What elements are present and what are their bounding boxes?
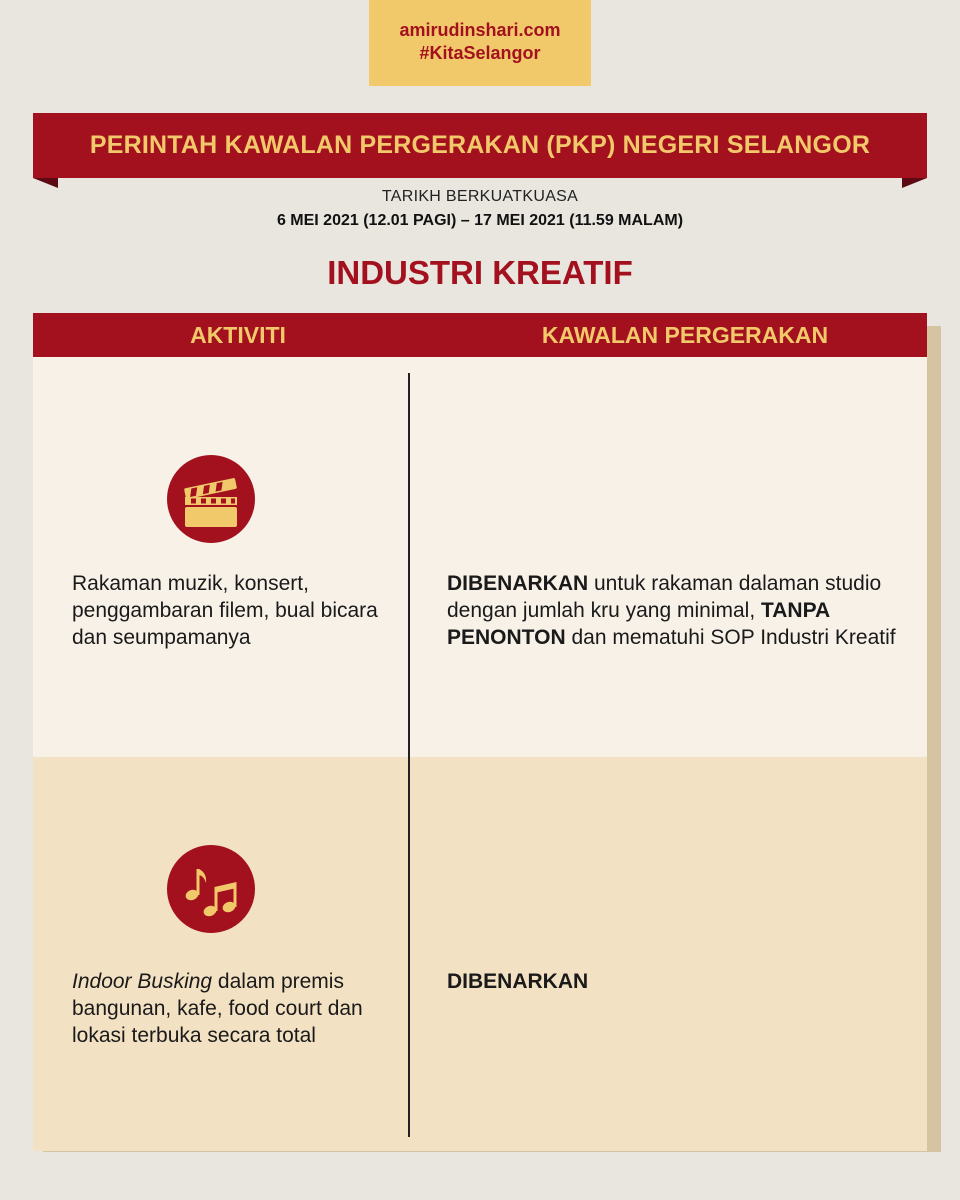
- indoor-busking-label: Indoor Busking: [72, 970, 213, 993]
- permitted-label: DIBENARKAN: [447, 970, 589, 993]
- effective-dates: 6 MEI 2021 (12.01 PAGI) – 17 MEI 2021 (11.59 MALAM): [276, 212, 684, 229]
- clapperboard-icon: [167, 455, 255, 543]
- website-text: amirudinshari.com: [399, 20, 561, 40]
- ribbon-fold-right: [902, 178, 927, 188]
- title-ribbon: [0, 0, 960, 200]
- ribbon-fold-left: [33, 178, 58, 188]
- music-notes-icon: [167, 845, 255, 933]
- column-divider: [408, 373, 410, 1137]
- table-header: [33, 313, 927, 357]
- section-title: INDUSTRI KREATIF: [327, 254, 633, 291]
- effective-label: TARIKH BERKUATKUASA: [381, 188, 579, 205]
- activity-text-2: [72, 968, 372, 1049]
- control-text-1: [447, 570, 907, 651]
- ribbon-title: PERINTAH KAWALAN PERGERAKAN (PKP) NEGERI SELANGOR: [89, 131, 871, 159]
- table-row: [33, 357, 927, 757]
- hashtag-text: #KitaSelangor: [419, 43, 541, 63]
- ribbon-banner: [33, 113, 927, 178]
- control-detail: dan mematuhi SOP Industri Kreatif: [565, 626, 896, 649]
- header-activity: AKTIVITI: [190, 322, 286, 348]
- control-detail: untuk rakaman dalaman studio dengan jumlah kru yang minimal,: [447, 572, 882, 622]
- control-text-2: [447, 968, 907, 995]
- activity-detail: dalam premis bangunan, kafe, food court dan lokasi terbuka secara total: [72, 970, 363, 1047]
- activity-text-1: Rakaman muzik, konsert, penggambaran filem, bual bicara dan seumpamanya: [72, 572, 378, 649]
- header-control: KAWALAN PERGERAKAN: [541, 322, 829, 348]
- no-audience-label: TANPA PENONTON: [447, 599, 830, 649]
- permitted-label: DIBENARKAN: [447, 572, 589, 595]
- table-row: [33, 757, 927, 1151]
